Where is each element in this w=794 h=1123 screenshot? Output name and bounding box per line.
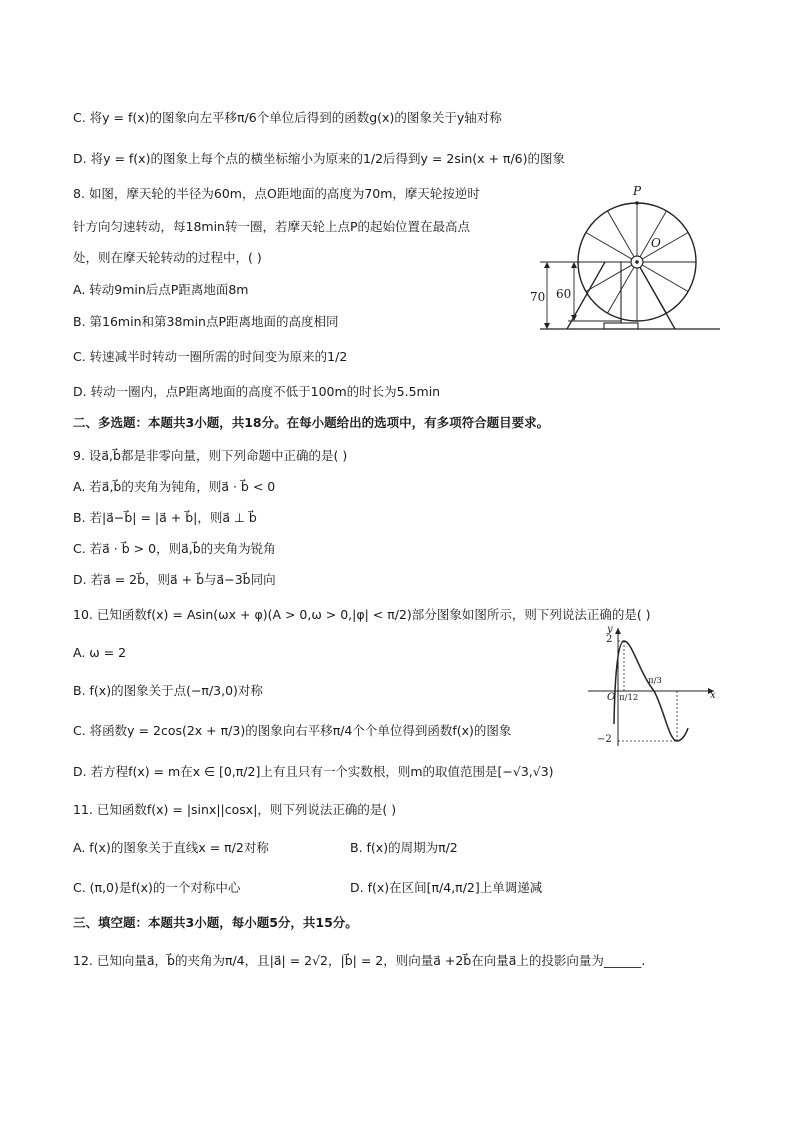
q8-stem-1: 8. 如图，摩天轮的半径为60m，点O距地面的高度为70m，摩天轮按逆时 <box>73 186 480 201</box>
q10-option-d: D. 若方程f(x) = m在x ∈ [0,π/2]上有且只有一个实数根，则m的取值范围是[−√3,√3) <box>73 764 554 779</box>
label-p: P <box>633 184 642 198</box>
q11-option-a: A. f(x)的图象关于直线x = π/2对称 <box>73 840 269 855</box>
point-p <box>635 201 639 205</box>
y-axis-arrow <box>615 628 621 634</box>
wheel-base <box>604 323 638 329</box>
label-o: O <box>651 236 661 250</box>
q7-option-c: C. 将y = f(x)的图象向左平移π/6个单位后得到的函数g(x)的图象关于y轴对称 <box>73 110 502 125</box>
q12-stem: 12. 已知向量a⃗，b⃗的夹角为π/4，且|a⃗| = 2√2，|b⃗| = 2，则向量a⃗ +2b⃗在向量a⃗上的投影向量为______. <box>73 953 646 968</box>
center-point-o <box>635 260 639 264</box>
graph-label-x: x <box>710 690 716 701</box>
q10-option-c: C. 将函数y = 2cos(2x + π/3)的图象向右平移π/4个个单位得到函数f(x)的图象 <box>73 723 512 738</box>
section-fill-in: 三、填空题：本题共3小题，每小题5分，共15分。 <box>73 915 358 930</box>
graph-tick-pi-over-12: π/12 <box>619 693 639 703</box>
q11-stem: 11. 已知函数f(x) = |sinx||cosx|，则下列说法正确的是( ) <box>73 802 397 817</box>
q9-option-d: D. 若a⃗ = 2b⃗，则a⃗ + b⃗与a⃗−3b⃗同向 <box>73 572 276 587</box>
graph-tick-2: 2 <box>606 634 613 645</box>
q9-stem: 9. 设a⃗,b⃗都是非零向量，则下列命题中正确的是( ) <box>73 448 348 463</box>
graph-tick-pi-over-3: π/3 <box>648 676 662 686</box>
q11-option-b: B. f(x)的周期为π/2 <box>350 840 458 855</box>
q8-stem-3: 处，则在摩天轮转动的过程中，( ) <box>73 250 262 265</box>
q7-option-d: D. 将y = f(x)的图象上每个点的横坐标缩小为原来的1/2后得到y = 2sin(x + π/6)的图象 <box>73 151 565 166</box>
q9-option-a: A. 若a⃗,b⃗的夹角为钝角，则a⃗ · b⃗ < 0 <box>73 479 276 494</box>
q9-option-c: C. 若a⃗ · b⃗ > 0，则a⃗,b⃗的夹角为锐角 <box>73 541 276 556</box>
label-70: 70 <box>530 290 546 304</box>
q10-option-b: B. f(x)的图象关于点(−π/3,0)对称 <box>73 683 263 698</box>
wheel-support-left <box>567 262 605 329</box>
q11-option-c: C. (π,0)是f(x)的一个对称中心 <box>73 880 241 895</box>
graph-tick-neg2: −2 <box>597 734 612 745</box>
q9-option-b: B. 若|a⃗−b⃗| = |a⃗ + b⃗|，则a⃗ ⊥ b⃗ <box>73 510 257 525</box>
q8-option-a: A. 转动9min后点P距离地面8m <box>73 282 249 297</box>
q11-option-d: D. f(x)在区间[π/4,π/2]上单调递减 <box>350 880 543 895</box>
q8-stem-2: 针方向匀速转动，每18min转一圈，若摩天轮上点P的起始位置在最高点 <box>73 219 471 234</box>
q10-option-a: A. ω = 2 <box>73 645 127 660</box>
graph-label-o: O <box>607 692 616 703</box>
ferris-wheel-figure <box>520 182 725 334</box>
section-multiple-choice: 二、多选题：本题共3小题，共18分。在每小题给出的选项中，有多项符合题目要求。 <box>73 415 550 430</box>
q8-option-b: B. 第16min和第38min点P距离地面的高度相同 <box>73 314 339 329</box>
graph-label-y: y <box>607 624 613 635</box>
q8-option-c: C. 转速减半时转动一圈所需的时间变为原来的1/2 <box>73 349 348 364</box>
label-60: 60 <box>556 287 572 301</box>
q8-option-d: D. 转动一圈内，点P距离地面的高度不低于100m的时长为5.5min <box>73 384 441 399</box>
q10-stem: 10. 已知函数f(x) = Asin(ωx + φ)(A > 0,ω > 0,|φ| < π/2)部分图象如图所示，则下列说法正确的是( ) <box>73 607 651 622</box>
